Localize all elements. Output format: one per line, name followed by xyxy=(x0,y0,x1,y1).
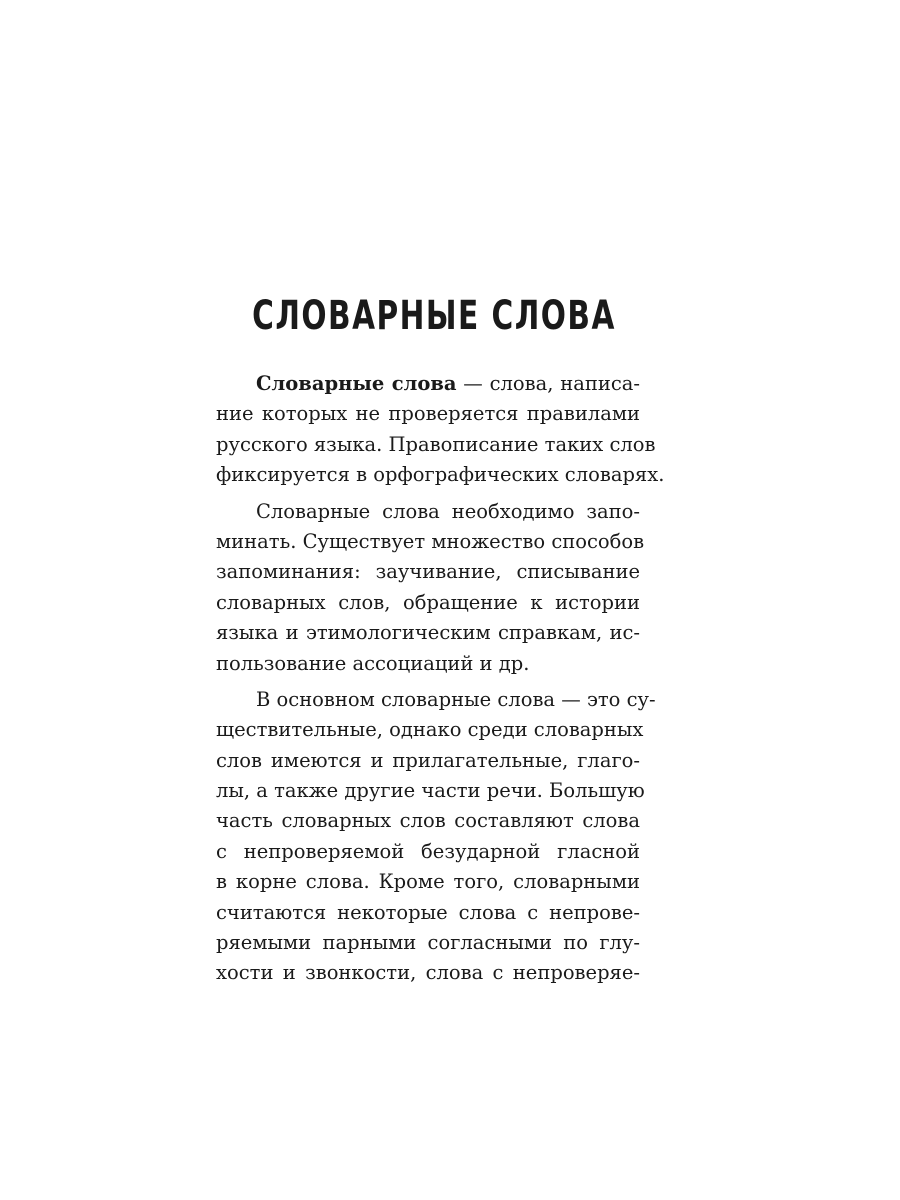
paragraph-3 xyxy=(216,685,656,989)
text-line: ряемыми парными согласными по глу- xyxy=(216,931,640,955)
text-line: часть словарных слов составляют слова xyxy=(216,809,640,833)
text-line: считаются некоторые слова с непрове- xyxy=(216,900,640,924)
text-line: с непроверяемой безударной гласной xyxy=(216,839,640,863)
text-line: Словарные слова необходимо запо- xyxy=(256,499,640,523)
text-line: ществительные, однако среди словарных xyxy=(216,718,644,742)
text-line: русского языка. Правописание таких слов xyxy=(216,432,656,456)
text-line: запоминания: заучивание, списывание xyxy=(216,560,640,584)
text-line: словарных слов, обращение к истории xyxy=(216,590,640,614)
paragraph-2 xyxy=(216,497,645,679)
text-line: слов имеются и прилагательные, глаго- xyxy=(216,748,640,772)
text-line: хости и звонкости, слова с непроверяе- xyxy=(216,961,640,985)
text-line: в корне слова. Кроме того, словарными xyxy=(216,870,640,894)
text-line xyxy=(216,369,640,399)
text-line: лы, а также другие части речи. Большую xyxy=(216,779,645,803)
text-line: фиксируется в орфографических словарях. xyxy=(216,463,665,487)
text-line: языка и этимологическим справкам, ис- xyxy=(216,621,640,645)
text-fragment: — слова, написа- xyxy=(456,372,640,395)
paragraph-1 xyxy=(216,369,665,491)
defined-term: Словарные слова xyxy=(256,372,457,395)
text-line: ние которых не проверяется правилами xyxy=(216,402,640,426)
body-text xyxy=(216,369,665,995)
text-line: минать. Существует множество способов xyxy=(216,529,645,553)
text-line: В основном словарные слова — это су- xyxy=(256,687,656,711)
text-line: пользование ассоциаций и др. xyxy=(216,651,530,675)
page-title: СЛОВАРНЫЕ СЛОВА xyxy=(252,293,616,339)
